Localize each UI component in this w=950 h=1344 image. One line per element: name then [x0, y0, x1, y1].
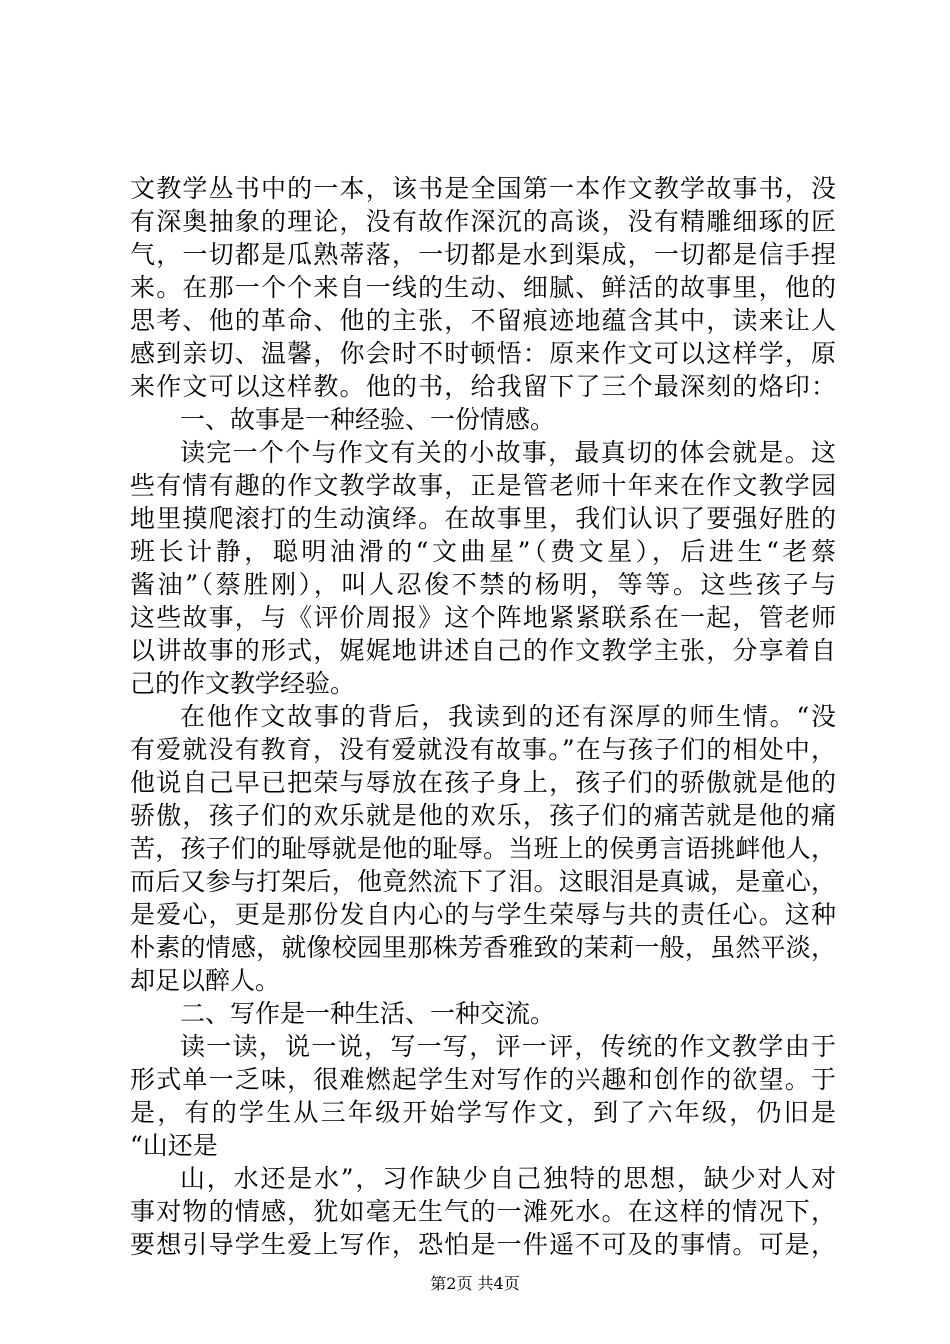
text-line: 文教学丛书中的一本，该书是全国第一本作文教学故事书，没: [130, 174, 836, 203]
text-line: 读一读，说一说，写一写，评一评，传统的作文教学由于: [180, 1032, 836, 1061]
text-line: 读完一个个与作文有关的小故事，最真切的体会就是。这: [180, 438, 836, 467]
text-line: 有深奥抽象的理论，没有故作深沉的高谈，没有精雕细琢的匠: [130, 207, 836, 236]
section-heading-1: 一、故事是一种经验、一份情感。: [180, 405, 556, 434]
text-line: 思考、他的革命、他的主张，不留痕迹地蕴含其中，读来让人: [130, 306, 836, 335]
text-line: 事对物的情感，犹如毫无生气的一滩死水。在这样的情况下，: [130, 1197, 836, 1226]
text-line: 山，水还是水”，习作缺少自己独特的思想，缺少对人对: [180, 1164, 836, 1193]
text-line: 骄傲，孩子们的欢乐就是他的欢乐，孩子们的痛苦就是他的痛: [130, 801, 836, 830]
page-footer: 第2页 共4页: [430, 1274, 520, 1293]
text-line: 来作文可以这样教。他的书，给我留下了三个最深刻的烙印：: [130, 372, 836, 401]
document-body: [130, 172, 836, 1261]
text-line: 班长计静，聪明油滑的“文曲星”（费文星），后进生“老蔡: [130, 537, 836, 566]
text-line: 形式单一乏味，很难燃起学生对写作的兴趣和创作的欲望。于: [130, 1065, 836, 1094]
text-line: 朴素的情感，就像校园里那株芳香雅致的茉莉一般，虽然平淡，: [130, 933, 836, 962]
text-line: 这些故事，与《评价周报》这个阵地紧紧联系在一起，管老师: [130, 603, 836, 632]
text-line: 以讲故事的形式，娓娓地讲述自己的作文教学主张，分享着自: [130, 636, 836, 665]
text-line: 是，有的学生从三年级开始学写作文，到了六年级，仍旧是: [130, 1098, 836, 1127]
text-line: “山还是: [130, 1131, 218, 1160]
text-line: 要想引导学生爱上写作，恐怕是一件遥不可及的事情。可是，: [130, 1230, 836, 1259]
text-line: 在他作文故事的背后，我读到的还有深厚的师生情。“没: [180, 702, 836, 731]
text-line: 气，一切都是瓜熟蒂落，一切都是水到渠成，一切都是信手捏: [130, 240, 836, 269]
text-line: 来。在那一个个来自一线的生动、细腻、鲜活的故事里，他的: [130, 273, 836, 302]
text-line: 却足以醉人。: [130, 966, 281, 995]
text-line: 己的作文教学经验。: [130, 669, 356, 698]
text-line: 他说自己早已把荣与辱放在孩子身上，孩子们的骄傲就是他的: [130, 768, 836, 797]
text-line: 是爱心，更是那份发自内心的与学生荣辱与共的责任心。这种: [130, 900, 836, 929]
text-line: 酱油”（蔡胜刚），叫人忍俊不禁的杨明，等等。这些孩子与: [130, 570, 836, 599]
text-line: 地里摸爬滚打的生动演绎。在故事里，我们认识了要强好胜的: [130, 504, 836, 533]
section-heading-2: 二、写作是一种生活、一种交流。: [180, 999, 556, 1028]
text-line: 而后又参与打架后，他竟然流下了泪。这眼泪是真诚，是童心，: [130, 867, 836, 896]
text-line: 苦，孩子们的耻辱就是他的耻辱。当班上的侯勇言语挑衅他人，: [130, 834, 836, 863]
text-line: 些有情有趣的作文教学故事，正是管老师十年来在作文教学园: [130, 471, 836, 500]
text-line: 有爱就没有教育，没有爱就没有故事。”在与孩子们的相处中，: [130, 735, 836, 764]
text-line: 感到亲切、温馨，你会时不时顿悟：原来作文可以这样学，原: [130, 339, 836, 368]
